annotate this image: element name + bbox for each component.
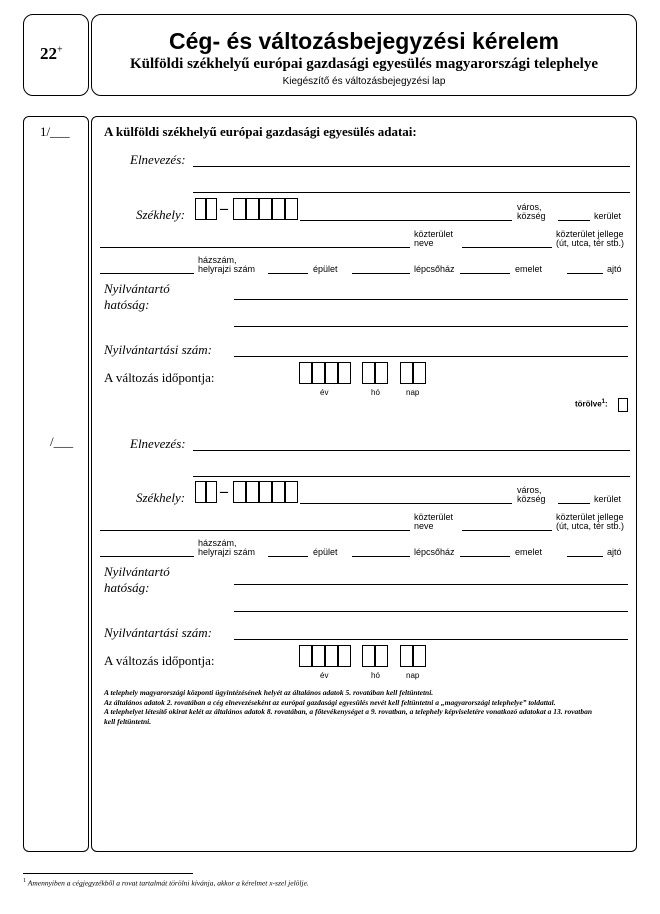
jellege-example-label: (út, utca, tér stb.) [556,238,625,248]
kerulet-label: kerület [594,211,622,221]
ho-label: hó [371,388,380,397]
page-title: Cég- és változásbejegyzési kérelem [169,28,559,54]
kozterulet-jellege-label: közterület jellege [556,512,624,522]
year-cell[interactable] [338,645,351,667]
emelet-label: emelet [515,264,543,274]
day-cell[interactable] [400,362,413,384]
neve-label: neve [414,521,434,531]
kerulet-label: kerület [594,494,622,504]
postcode-cell[interactable] [233,198,246,220]
month-cell[interactable] [375,362,388,384]
nap-label: nap [406,388,420,397]
year-cell[interactable] [338,362,351,384]
hazszam-label: házszám, [198,538,237,548]
content-frame [91,116,637,852]
form-number: 22+ [40,44,63,63]
nyilvantarto-label: Nyilvántartó [104,564,170,579]
ev-label: év [320,671,329,680]
footnote-divider [23,873,193,874]
kozseg-label: község [517,211,546,221]
month-cell[interactable] [362,645,375,667]
sheet-label: Kiegészítő és változásbejegyzési lap [282,76,446,87]
epulet-label: épület [313,547,338,557]
ajto-label: ajtó [607,547,622,557]
postcode-cell[interactable] [285,481,298,503]
year-cell[interactable] [312,362,325,384]
postcode-dash: – [220,200,228,217]
day-cell[interactable] [400,645,413,667]
emelet-label: emelet [515,547,543,557]
row-number-1: 1/___ [40,124,70,139]
neve-label: neve [414,238,434,248]
emelet-field[interactable] [567,556,603,557]
varos-label: város, [517,202,542,212]
kozterulet-label: közterület [414,229,454,239]
postcode-cell[interactable] [259,198,272,220]
kozterulet-label: közterület [414,512,454,522]
elnevezes-field-2[interactable] [193,192,630,193]
elnevezes-field[interactable] [193,166,630,167]
country-code-cell[interactable] [195,481,206,503]
note-item: Az általános adatok 2. rovatában a cég elnevezéseként az európai gazdasági egyesülés nevét kell feltüntetni a „magyarországi telephelye” toldattal. [104,697,556,707]
note-item: A telephely magyarországi központi ügyintézésének helyét az általános adatok 5. rovatában kell feltüntetni. [104,688,434,697]
year-cell[interactable] [325,362,338,384]
nyilvantartasi-szam-field[interactable] [234,356,628,357]
postcode-cell[interactable] [246,481,259,503]
valtozas-idopontja-label: A változás időpontja: [104,653,215,668]
city-field[interactable] [300,503,512,504]
section-heading: A külföldi székhelyű európai gazdasági egyesülés adatai: [104,124,417,139]
helyrajzi-szam-label: helyrajzi szám [198,264,256,274]
nap-label: nap [406,671,420,680]
kozterulet-jellege-field[interactable] [462,247,552,248]
hatosag-label: hatóság: [104,297,150,312]
city-field[interactable] [300,220,512,221]
nyilvantartasi-szam-label: Nyilvántartási szám: [104,342,212,357]
postcode-cell[interactable] [233,481,246,503]
kozterulet-jellege-label: közterület jellege [556,229,624,239]
postcode-cell[interactable] [259,481,272,503]
jellege-example-label: (út, utca, tér stb.) [556,521,625,531]
epulet-field[interactable] [352,556,410,557]
kozterulet-jellege-field[interactable] [462,530,552,531]
szekhely-label: Székhely: [136,207,186,222]
kerulet-field[interactable] [558,220,590,221]
valtozas-idopontja-label: A változás időpontja: [104,370,215,385]
year-cell[interactable] [299,362,312,384]
kozterulet-neve-field[interactable] [100,247,410,248]
year-cell[interactable] [299,645,312,667]
lepcsohaz-field[interactable] [460,273,510,274]
elnevezes-field-2[interactable] [193,476,630,477]
nyilvantartasi-szam-label: Nyilvántartási szám: [104,625,212,640]
country-code-cell[interactable] [206,198,217,220]
ev-label: év [320,388,329,397]
ajto-label: ajtó [607,264,622,274]
row-number-column [23,116,89,852]
year-cell[interactable] [312,645,325,667]
lepcsohaz-label: lépcsőház [414,547,455,557]
country-code-cell[interactable] [195,198,206,220]
kozseg-label: község [517,494,546,504]
elnevezes-label: Elnevezés: [130,152,186,167]
szekhely-label: Székhely: [136,490,186,505]
torolve-checkbox[interactable] [618,398,628,412]
nyilvantartasi-szam-field[interactable] [234,639,628,640]
footnote: $^1$ Amennyiben a cégjegyzékből a rovat tartalmát törölni kívánja, akkor a kérelmet x-szel jelölje. [23,878,309,888]
day-cell[interactable] [413,645,426,667]
hatosag-field-2[interactable] [234,326,628,327]
postcode-cell[interactable] [272,481,285,503]
note-item: A telephelyet létesítő okirat kelét az általános adatok 8. rovatában, a főtevékenységet a 9. rovatban, a telephely képviseletére vonatkozó adatokat a 13. rovatban kell feltüntetni. [104,707,593,726]
row-number-2: /___ [50,434,74,449]
page-subtitle: Külföldi székhelyű európai gazdasági egyesülés magyarországi telephelye [129,56,599,72]
hazszam-field[interactable] [100,556,194,557]
lepcsohaz-label: lépcsőház [414,264,455,274]
varos-label: város, [517,485,542,495]
postcode-cell[interactable] [246,198,259,220]
torolve-label: törölve$^1$: [575,399,608,409]
kerulet-field[interactable] [558,503,590,504]
epulet-field[interactable] [352,273,410,274]
postcode-cell[interactable] [272,198,285,220]
lepcsohaz-field[interactable] [460,556,510,557]
hrsz-field[interactable] [268,556,308,557]
day-cell[interactable] [413,362,426,384]
elnevezes-field[interactable] [193,450,630,451]
year-cell[interactable] [325,645,338,667]
emelet-field[interactable] [567,273,603,274]
hatosag-field-2[interactable] [234,611,628,612]
epulet-label: épület [313,264,338,274]
postcode-cell[interactable] [285,198,298,220]
ho-label: hó [371,671,380,680]
hazszam-label: házszám, [198,255,237,265]
hatosag-field[interactable] [234,584,628,585]
postcode-dash: – [220,483,228,500]
hrsz-field[interactable] [268,273,308,274]
nyilvantarto-label: Nyilvántartó [104,281,170,296]
hatosag-field[interactable] [234,299,628,300]
month-cell[interactable] [362,362,375,384]
hatosag-label: hatóság: [104,580,150,595]
hazszam-field[interactable] [100,273,194,274]
helyrajzi-szam-label: helyrajzi szám [198,547,256,557]
notes [104,688,604,726]
country-code-cell[interactable] [206,481,217,503]
month-cell[interactable] [375,645,388,667]
elnevezes-label: Elnevezés: [130,436,186,451]
kozterulet-neve-field[interactable] [100,530,410,531]
